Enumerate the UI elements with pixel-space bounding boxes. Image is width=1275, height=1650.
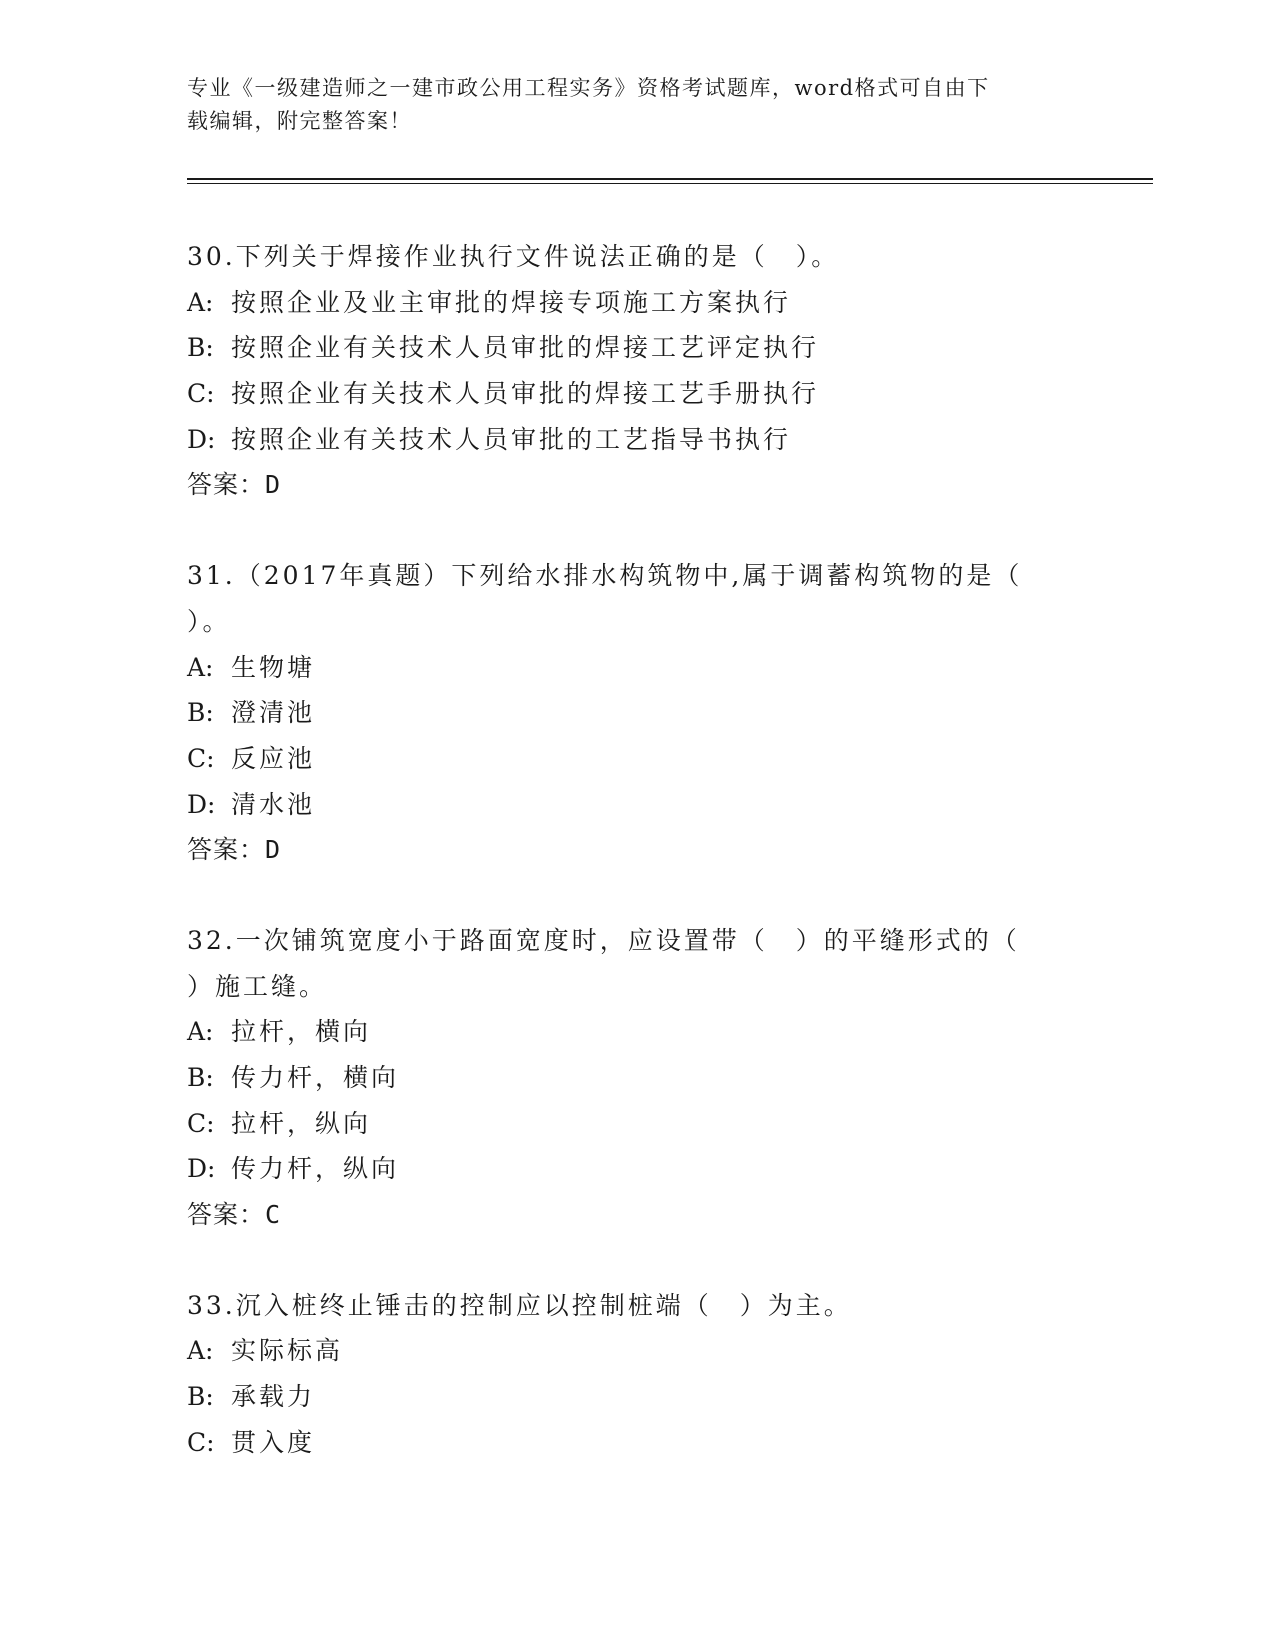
option-a bbox=[187, 645, 1087, 691]
option-text: 承载力 bbox=[231, 1382, 316, 1412]
option-letter: B: bbox=[187, 1063, 214, 1092]
option-letter: A: bbox=[187, 287, 214, 317]
option-letter: B: bbox=[187, 333, 214, 363]
answer-label: 答案： bbox=[187, 1200, 266, 1230]
option-text: 拉杆，横向 bbox=[231, 1017, 372, 1047]
question-33 bbox=[187, 1283, 1087, 1466]
answer-value: D bbox=[265, 470, 281, 500]
option-b bbox=[187, 690, 1087, 736]
option-text: 贯入度 bbox=[231, 1427, 316, 1457]
header-line-1: 专业《一级建造师之一建市政公用工程实务》资格考试题库，word格式可自由下 bbox=[187, 76, 990, 100]
option-letter: C: bbox=[187, 743, 215, 773]
option-text: 按照企业有关技术人员审批的焊接工艺评定执行 bbox=[231, 333, 820, 363]
answer-value: D bbox=[265, 835, 281, 865]
option-letter: C: bbox=[187, 379, 215, 409]
option-b bbox=[187, 1055, 1087, 1101]
option-text: 拉杆，纵向 bbox=[231, 1108, 372, 1138]
option-letter: C: bbox=[187, 1108, 215, 1138]
option-text: 传力杆，横向 bbox=[231, 1063, 400, 1092]
option-a bbox=[187, 1009, 1087, 1055]
header-divider-thick bbox=[187, 178, 1153, 180]
answer-value: C bbox=[265, 1200, 281, 1230]
question-stem: 33.沉入桩终止锤击的控制应以控制桩端（ ）为主。 bbox=[187, 1290, 852, 1320]
question-stem: 31.（2017年真题）下列给水排水构筑物中,属于调蓄构筑物的是（ bbox=[187, 561, 1023, 591]
option-letter: C: bbox=[187, 1427, 215, 1457]
option-text: 生物塘 bbox=[231, 652, 316, 682]
question-stem-continued: ）。 bbox=[187, 606, 231, 636]
question-stem: 30.下列关于焊接作业执行文件说法正确的是（ ）。 bbox=[187, 242, 840, 271]
option-letter: A: bbox=[187, 652, 214, 682]
question-list bbox=[187, 234, 1087, 1511]
question-stem-continued: ）施工缝。 bbox=[187, 971, 328, 1001]
answer-label: 答案： bbox=[187, 470, 266, 500]
option-letter: A: bbox=[187, 1017, 214, 1047]
option-text: 实际标高 bbox=[231, 1336, 344, 1366]
option-text: 按照企业及业主审批的焊接专项施工方案执行 bbox=[231, 287, 792, 317]
question-30 bbox=[187, 234, 1087, 508]
header-line-2: 载编辑，附完整答案！ bbox=[187, 109, 412, 133]
question-stem: 32.一次铺筑宽度小于路面宽度时，应设置带（ ）的平缝形式的（ bbox=[187, 925, 1020, 955]
option-d bbox=[187, 782, 1087, 828]
question-31 bbox=[187, 553, 1087, 873]
answer-line bbox=[187, 462, 1087, 508]
option-letter: B: bbox=[187, 698, 214, 728]
option-text: 传力杆，纵向 bbox=[231, 1154, 400, 1184]
answer-line bbox=[187, 1192, 1087, 1238]
option-d bbox=[187, 417, 1087, 463]
option-text: 反应池 bbox=[231, 743, 316, 773]
option-letter: D: bbox=[187, 1154, 216, 1184]
option-a bbox=[187, 280, 1087, 326]
option-text: 清水池 bbox=[231, 789, 316, 819]
option-b bbox=[187, 1374, 1087, 1420]
option-text: 澄清池 bbox=[231, 698, 316, 728]
option-text: 按照企业有关技术人员审批的焊接工艺手册执行 bbox=[231, 379, 820, 409]
option-letter: B: bbox=[187, 1382, 214, 1412]
option-c bbox=[187, 1101, 1087, 1147]
document-header bbox=[187, 72, 1087, 138]
option-d bbox=[187, 1146, 1087, 1192]
option-letter: D: bbox=[187, 424, 216, 454]
option-letter: D: bbox=[187, 789, 216, 819]
option-c bbox=[187, 371, 1087, 417]
option-a bbox=[187, 1328, 1087, 1374]
option-c bbox=[187, 736, 1087, 782]
option-b bbox=[187, 325, 1087, 371]
header-divider-thin bbox=[187, 183, 1153, 184]
option-letter: A: bbox=[187, 1336, 214, 1366]
answer-line bbox=[187, 827, 1087, 873]
answer-label: 答案： bbox=[187, 835, 266, 865]
option-c bbox=[187, 1420, 1087, 1466]
option-text: 按照企业有关技术人员审批的工艺指导书执行 bbox=[231, 424, 792, 454]
question-32 bbox=[187, 918, 1087, 1238]
